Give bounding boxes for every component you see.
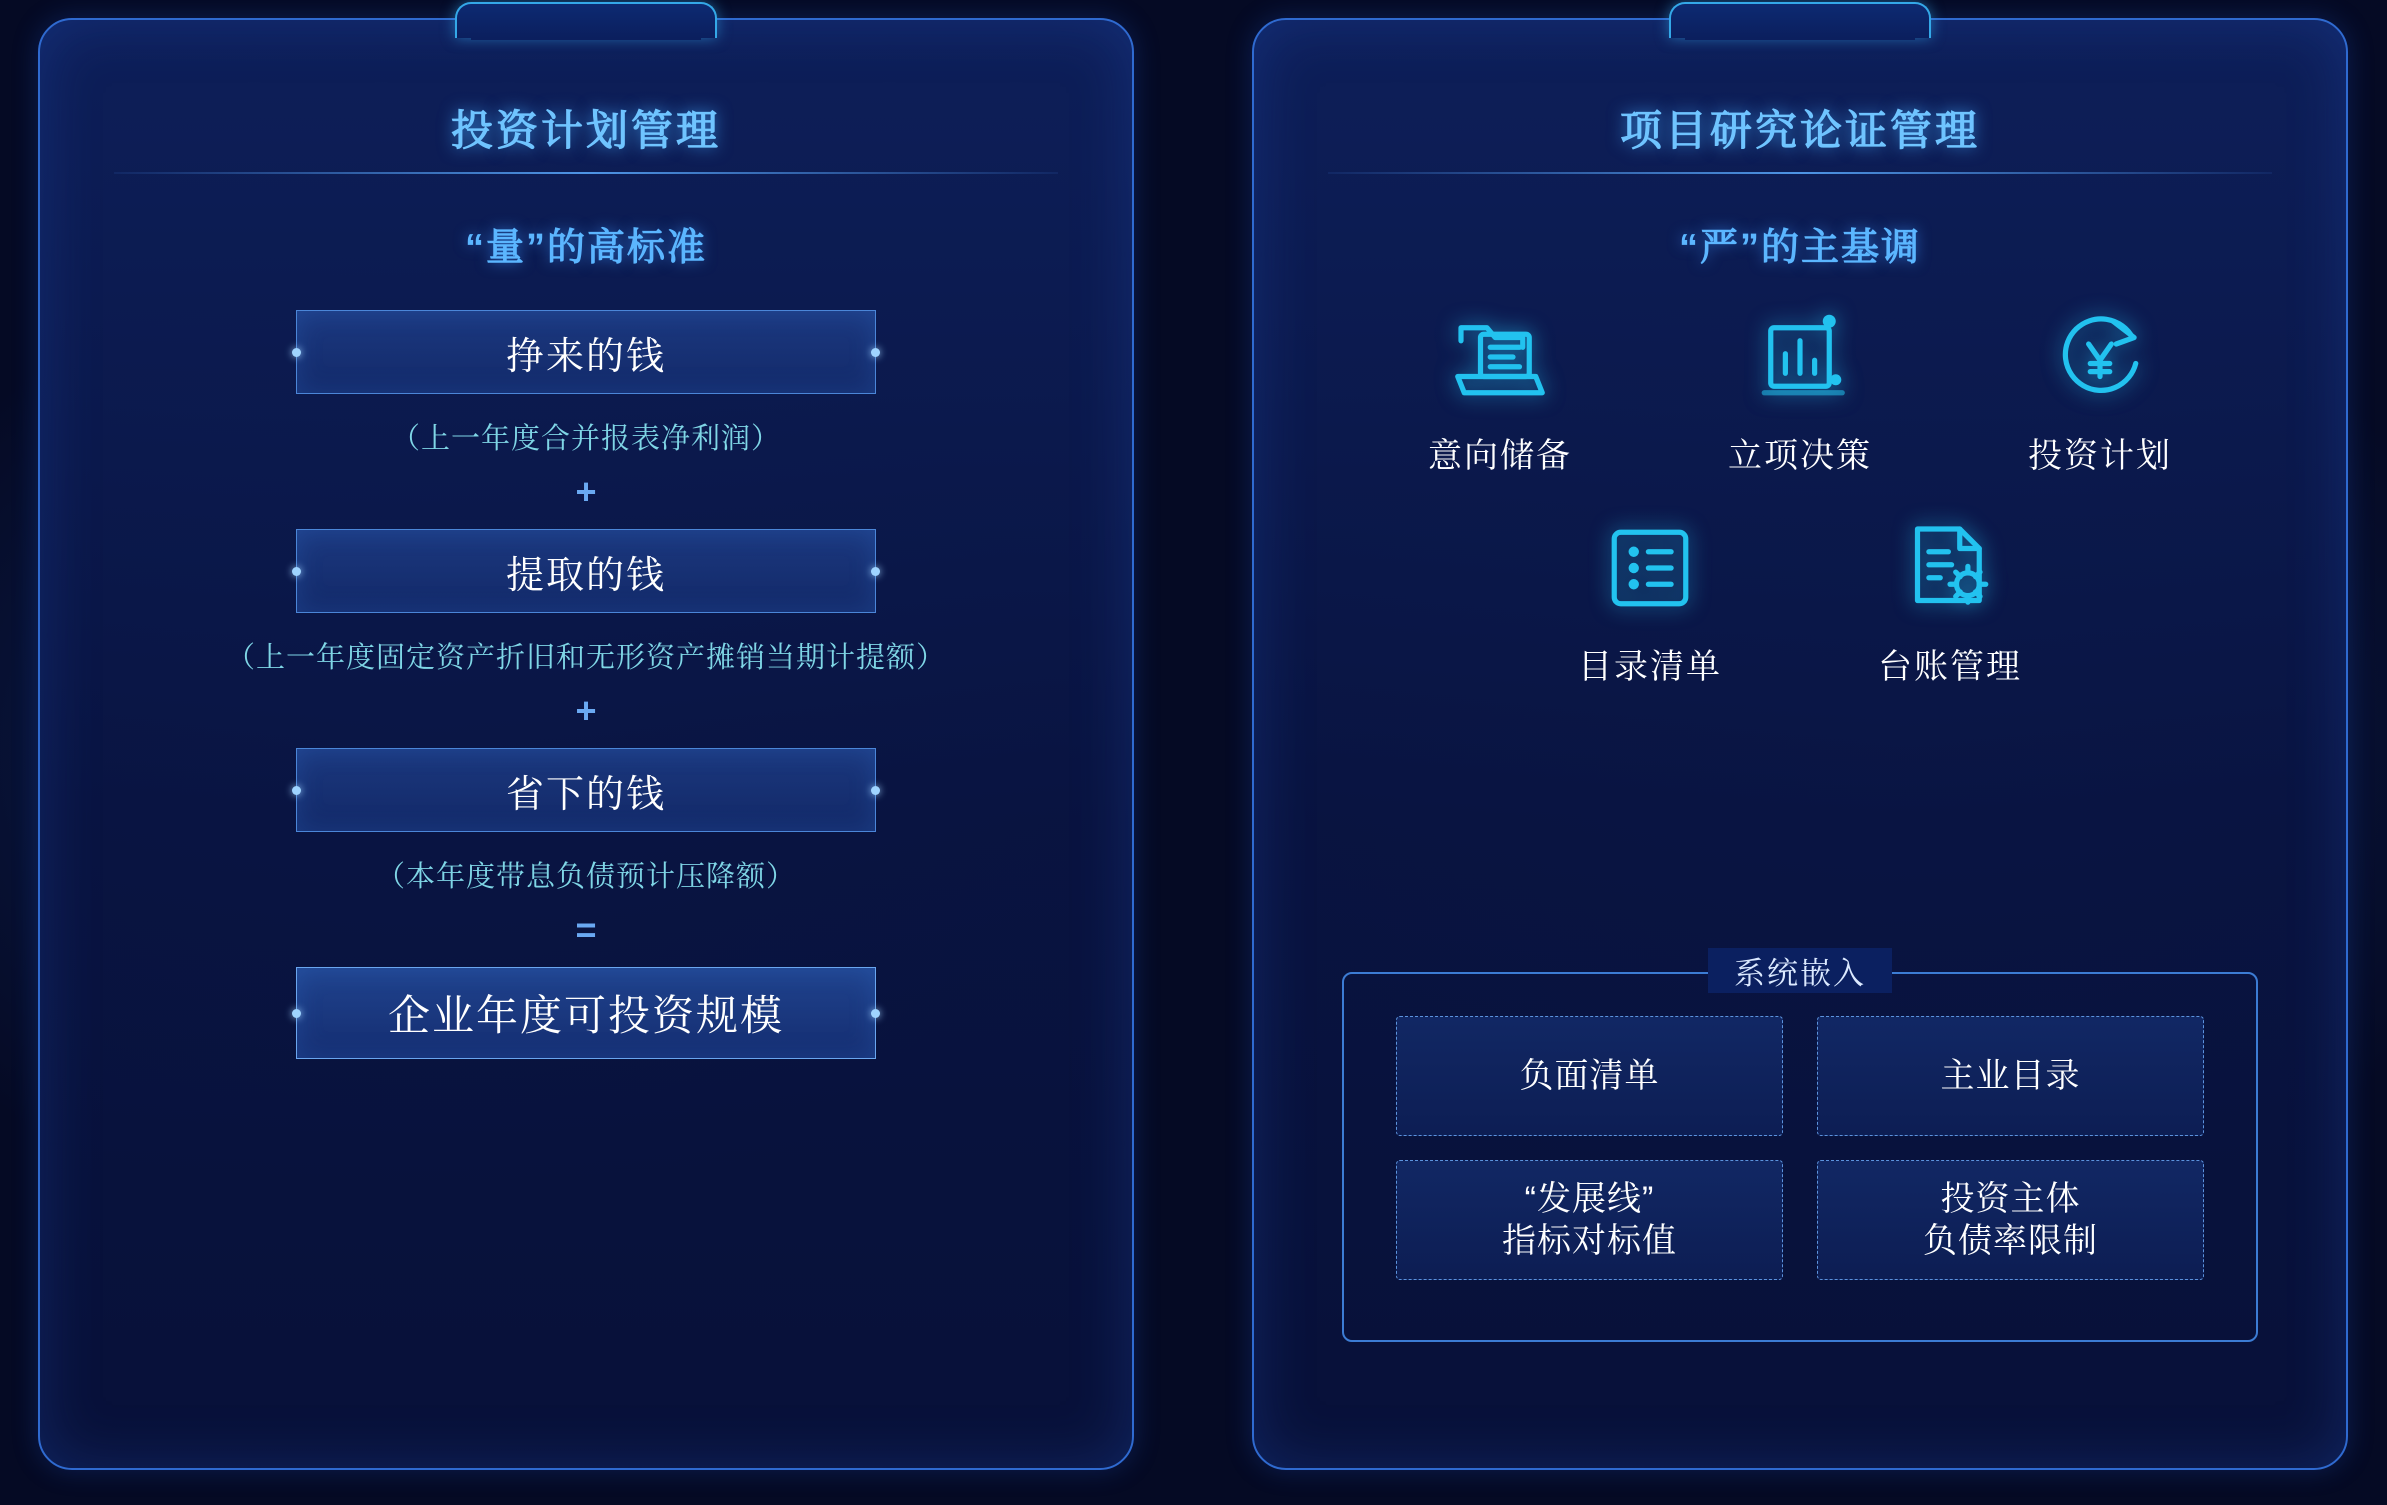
panel-subtitle-right: “严”的主基调 (1678, 227, 1921, 269)
checklist-icon (1500, 503, 1800, 633)
investment-formula-flow (40, 310, 1132, 1059)
folder-document-icon (1350, 292, 1650, 422)
embed-item-main-business-catalog[interactable] (1817, 1016, 2204, 1136)
module-label: 意向储备 (1428, 437, 1572, 475)
module-investment-plan[interactable] (1950, 292, 2250, 477)
flow-box-earned (296, 310, 876, 394)
panel-project-research (1252, 18, 2348, 1470)
flow-box-label: 提取的钱 (505, 554, 666, 597)
flow-operator-plus: + (575, 690, 597, 731)
module-label: 目录清单 (1578, 648, 1722, 686)
connector-dot-icon (292, 567, 301, 576)
title-divider-left (114, 172, 1058, 174)
title-divider-right (1328, 172, 2272, 174)
embed-item-line1: 投资主体 (1940, 1179, 2081, 1218)
embed-item-line1: “发展线” (1524, 1179, 1655, 1218)
connector-dot-icon (292, 786, 301, 795)
panel-notch-right (1669, 2, 1931, 38)
flow-box-label: 挣来的钱 (505, 335, 666, 378)
flow-box-result (296, 967, 876, 1059)
embed-item-line2: 负债率限制 (1923, 1222, 2098, 1260)
module-ledger-management[interactable] (1800, 503, 2100, 688)
flow-box-saved (296, 748, 876, 832)
panel-notch-left (455, 2, 717, 38)
embed-item-line1: 主业目录 (1940, 1056, 2081, 1095)
connector-dot-icon (292, 348, 301, 357)
yuan-refresh-icon (1950, 292, 2250, 422)
connector-dot-icon (871, 567, 880, 576)
embed-item-negative-list[interactable] (1396, 1016, 1783, 1136)
embed-item-line2: 指标对标值 (1502, 1222, 1677, 1260)
flow-note-saved: （本年度带息负债预计压降额） (375, 861, 796, 893)
module-label: 台账管理 (1878, 648, 2022, 686)
module-icon-grid (1350, 292, 2250, 714)
connector-dot-icon (871, 786, 880, 795)
system-embed-label: 系统嵌入 (1708, 948, 1892, 993)
panel-title-left: 投资计划管理 (450, 107, 721, 154)
panel-title-right: 项目研究论证管理 (1619, 107, 1980, 154)
system-embed-grid (1396, 1016, 2204, 1280)
embed-item-line1: 负面清单 (1519, 1056, 1660, 1095)
flow-box-withdrawn (296, 529, 876, 613)
system-embed-group (1342, 956, 2258, 1342)
module-project-approval[interactable] (1650, 292, 1950, 477)
panel-subtitle-left: “量”的高标准 (464, 227, 707, 269)
panel-investment-plan (38, 18, 1134, 1470)
flow-box-label: 企业年度可投资规模 (387, 992, 784, 1039)
module-label: 立项决策 (1728, 437, 1872, 475)
flow-operator-equals: = (575, 909, 597, 950)
connector-dot-icon (871, 1009, 880, 1018)
document-gear-icon (1800, 503, 2100, 633)
flow-note-withdrawn: （上一年度固定资产折旧和无形资产摊销当期计提额） (225, 642, 946, 674)
bar-chart-icon (1650, 292, 1950, 422)
embed-item-development-line[interactable] (1396, 1160, 1783, 1280)
connector-dot-icon (871, 348, 880, 357)
flow-box-label: 省下的钱 (505, 773, 666, 816)
flow-operator-plus: + (575, 471, 597, 512)
embed-item-debt-ratio-limit[interactable] (1817, 1160, 2204, 1280)
flow-note-earned: （上一年度合并报表净利润） (390, 423, 781, 455)
connector-dot-icon (292, 1009, 301, 1018)
module-label: 投资计划 (2028, 437, 2172, 475)
module-intent-reserve[interactable] (1350, 292, 1650, 477)
module-catalog-list[interactable] (1500, 503, 1800, 688)
